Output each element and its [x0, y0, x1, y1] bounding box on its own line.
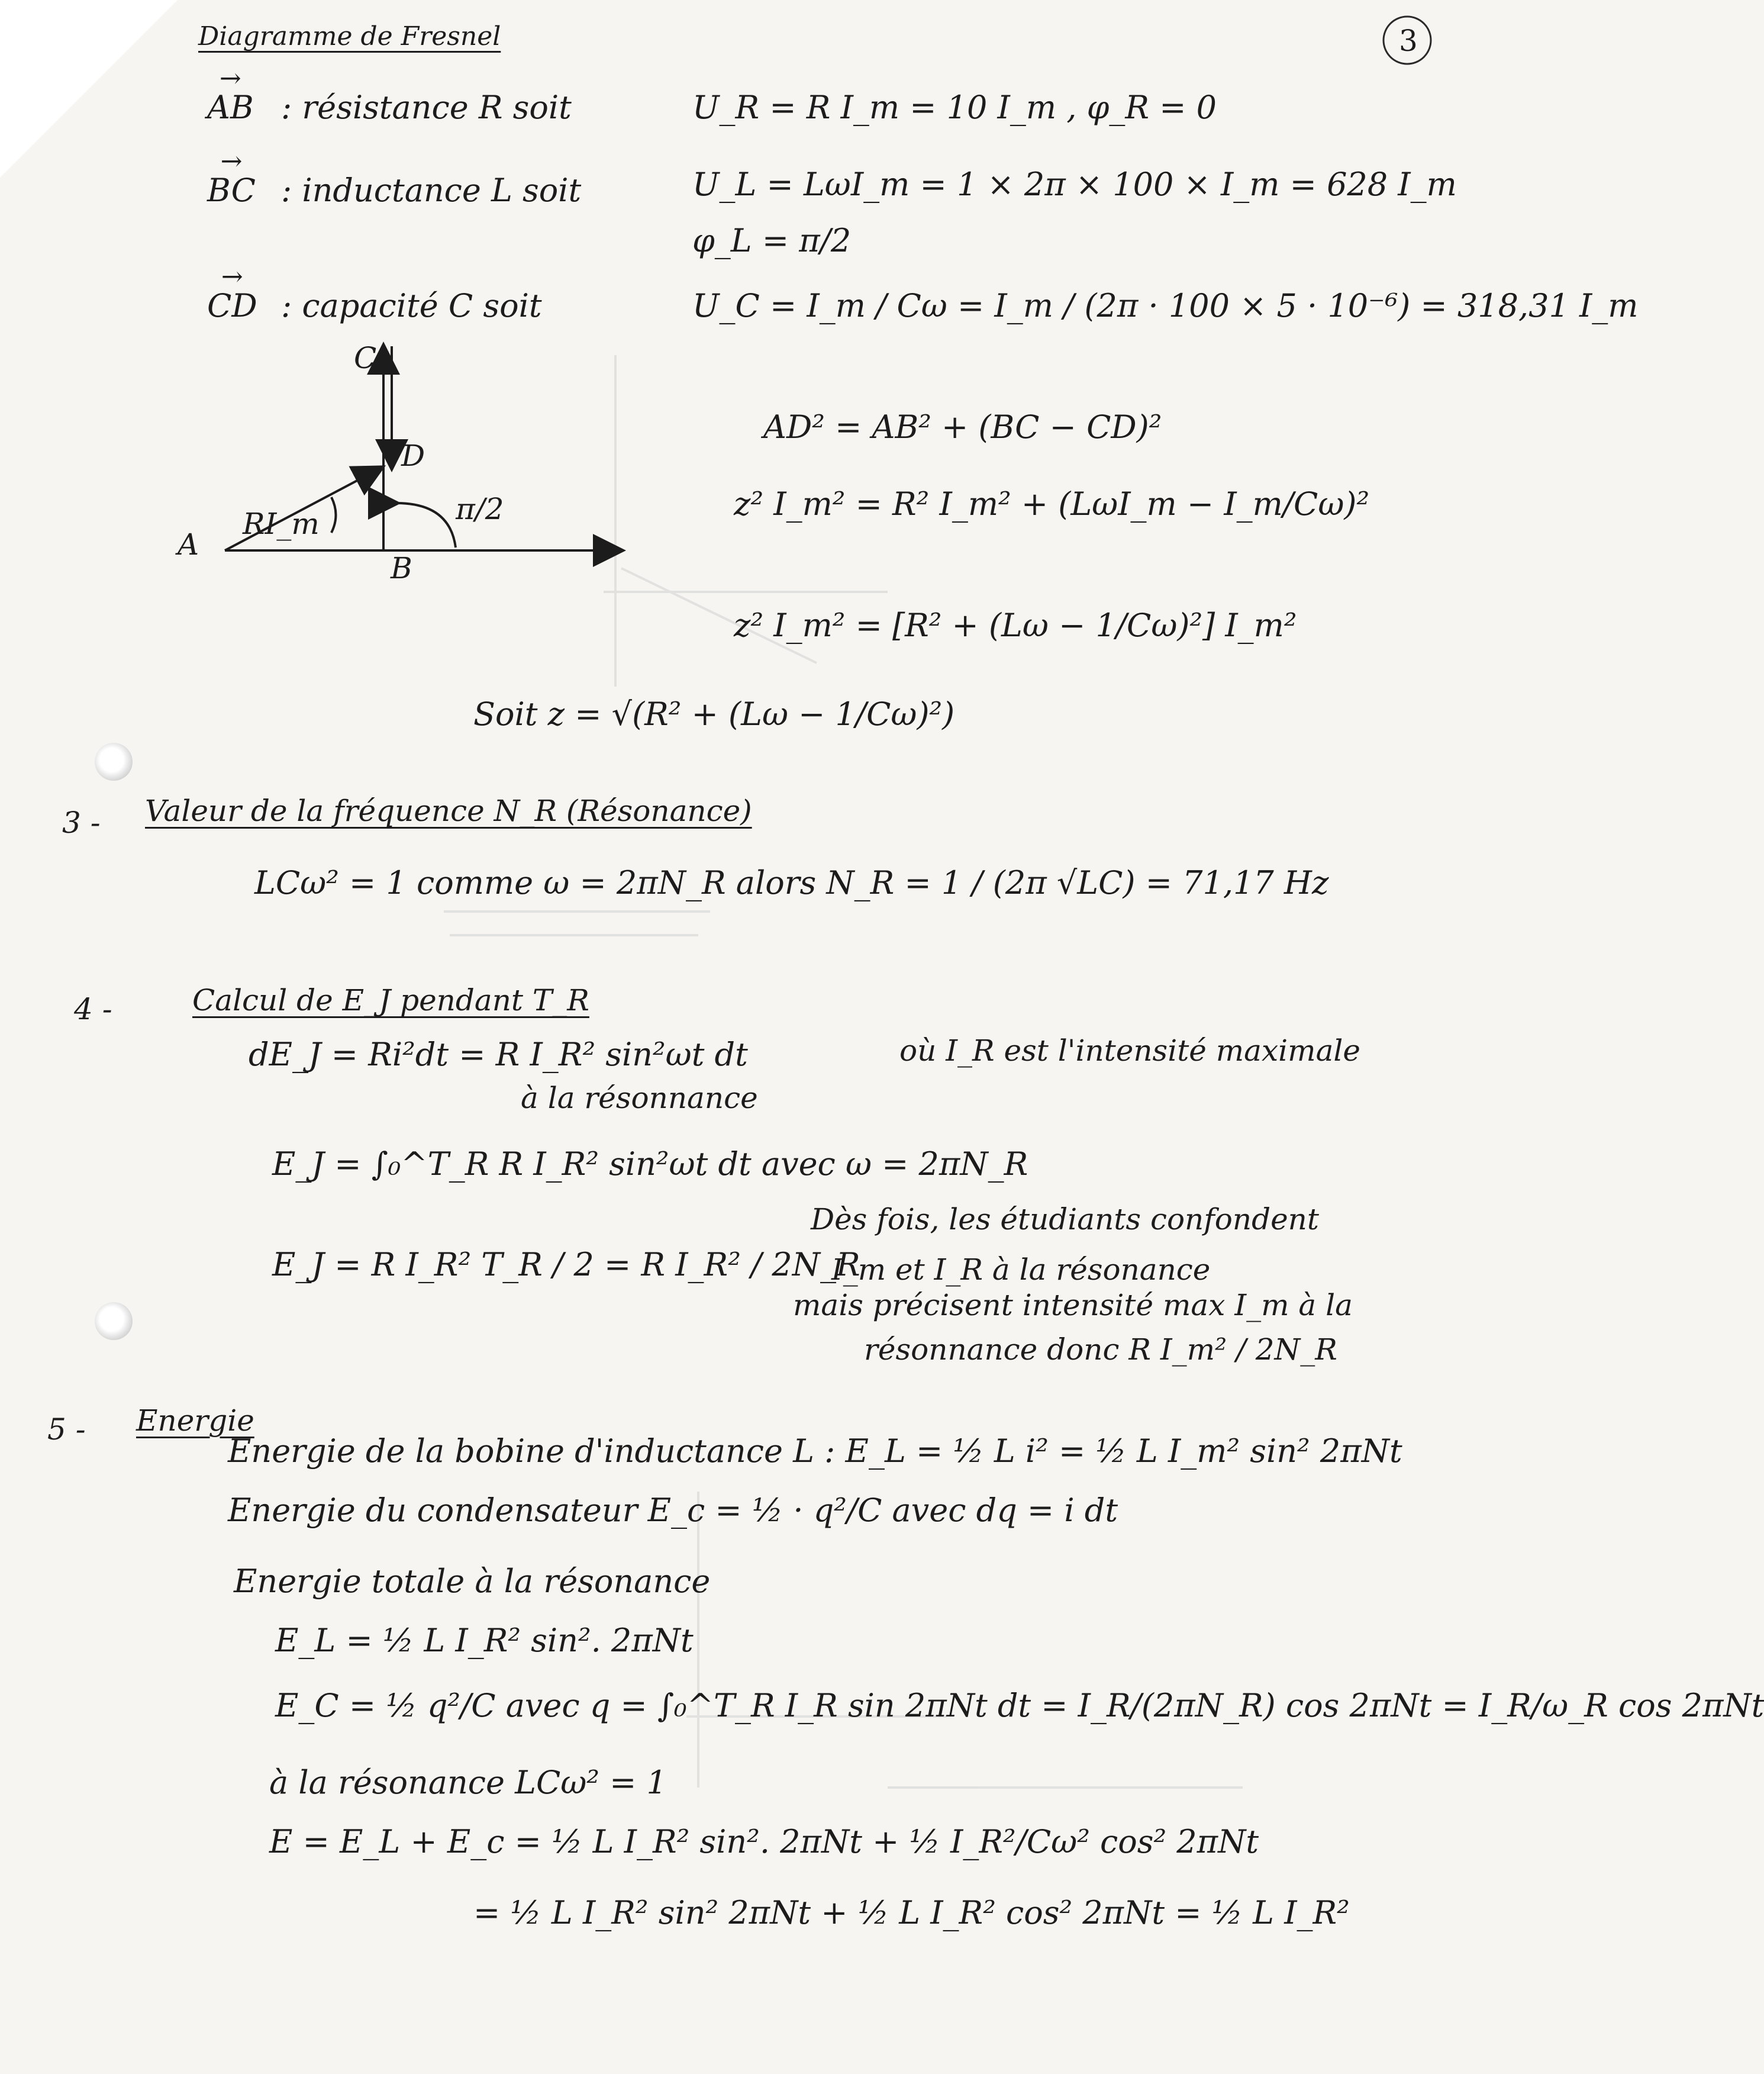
section-4-eq3: E_J = R I_R² T_R / 2 = R I_R² / 2N_R: [272, 1246, 860, 1283]
binder-hole-top: [95, 743, 133, 781]
diagram-label-ri: RI_m: [243, 507, 320, 541]
note-line-1: Dès fois, les étudiants confondent: [811, 1202, 1319, 1236]
equation-z-3: Soit z = √(R² + (Lω − 1/Cω)²): [473, 695, 955, 733]
section-3-number: 3 -: [62, 806, 101, 840]
angle-arc-phi: [331, 497, 336, 533]
bc-phase: φ_L = π/2: [692, 222, 852, 259]
diagram-label-a: A: [178, 527, 199, 562]
diagram-label-d: D: [401, 439, 425, 473]
section-3-line: LCω² = 1 comme ω = 2πN_R alors N_R = 1 / (2π √LC) = 71,17 Hz: [254, 864, 1329, 901]
section-4-eq1-note2: à la résonnance: [521, 1081, 758, 1115]
section-5-line1: Energie de la bobine d'inductance L : E_L = ½ L i² = ½ L I_m² sin² 2πNt: [228, 1432, 1402, 1470]
section-5-line4: à la résonance LCω² = 1: [269, 1764, 667, 1801]
section-5-line3: Energie totale à la résonance: [234, 1563, 711, 1600]
fresnel-diagram: [0, 0, 1508, 651]
binder-hole-bottom: [95, 1302, 133, 1340]
equation-z-1: z² I_m² = R² I_m² + (LωI_m − I_m/Cω)²: [734, 485, 1370, 523]
vector-bc: → BC: [207, 175, 256, 207]
vector-cd: → CD: [207, 290, 257, 322]
ab-equation: U_R = R I_m = 10 I_m , φ_R = 0: [692, 89, 1217, 126]
section-4-eq1: dE_J = Ri²dt = R I_R² sin²ωt dt: [249, 1036, 748, 1073]
note-line-4: résonnance donc R I_m² / 2N_R: [864, 1332, 1337, 1367]
equation-ad: AD² = AB² + (BC − CD)²: [763, 408, 1162, 446]
page-number: 3: [1399, 24, 1418, 58]
diagram-label-angle: π/2: [456, 492, 504, 526]
cd-equation: U_C = I_m / Cω = I_m / (2π · 100 × 5 · 10⁻⁶) = 318,31 I_m: [692, 287, 1639, 324]
section-5-line2: Energie du condensateur E_c = ½ · q²/C avec dq = i dt: [228, 1492, 1118, 1529]
diagram-label-c: C: [354, 341, 377, 375]
section-5-title: Energie: [136, 1403, 254, 1438]
equation-z-2: z² I_m² = [R² + (Lω − 1/Cω)²] I_m²: [734, 607, 1297, 644]
note-line-2: I_m et I_R à la résonance: [831, 1252, 1211, 1287]
section-4-eq2: E_J = ∫₀^T_R R I_R² sin²ωt dt avec ω = 2πN_R: [272, 1145, 1028, 1183]
section-4-title: Calcul de E_J pendant T_R: [192, 983, 589, 1017]
ab-description: : résistance R soit: [281, 89, 572, 126]
note-line-3: mais précisent intensité max I_m à la: [793, 1288, 1353, 1322]
section-4-eq1-note: où I_R est l'intensité maximale: [899, 1033, 1360, 1068]
section-3-title: Valeur de la fréquence N_R (Résonance): [145, 794, 752, 828]
section-4-number: 4 -: [74, 992, 112, 1026]
diagram-label-b: B: [391, 551, 412, 585]
cd-description: : capacité C soit: [281, 287, 542, 324]
section-5-eq-e2: = ½ L I_R² sin² 2πNt + ½ L I_R² cos² 2πNt = ½ L I_R²: [473, 1894, 1350, 1931]
bc-description: : inductance L soit: [281, 172, 582, 209]
section-5-eq-e1: E = E_L + E_c = ½ L I_R² sin². 2πNt + ½ I_R²/Cω² cos² 2πNt: [269, 1823, 1259, 1860]
angle-arc-pi-over-2: [396, 503, 456, 548]
section-5-eq-ec: E_C = ½ q²/C avec q = ∫₀^T_R I_R sin 2πNt dt = I_R/(2πN_R) cos 2πNt = I_R/ω_R cos 2πNt: [275, 1687, 1764, 1724]
section-5-eq-el: E_L = ½ L I_R² sin². 2πNt: [275, 1622, 694, 1659]
vector-ab: → AB: [207, 92, 254, 124]
section-title-fresnel: Diagramme de Fresnel: [198, 21, 501, 51]
section-5-number: 5 -: [47, 1412, 86, 1447]
bc-equation: U_L = LωI_m = 1 × 2π × 100 × I_m = 628 I_m: [692, 166, 1457, 203]
